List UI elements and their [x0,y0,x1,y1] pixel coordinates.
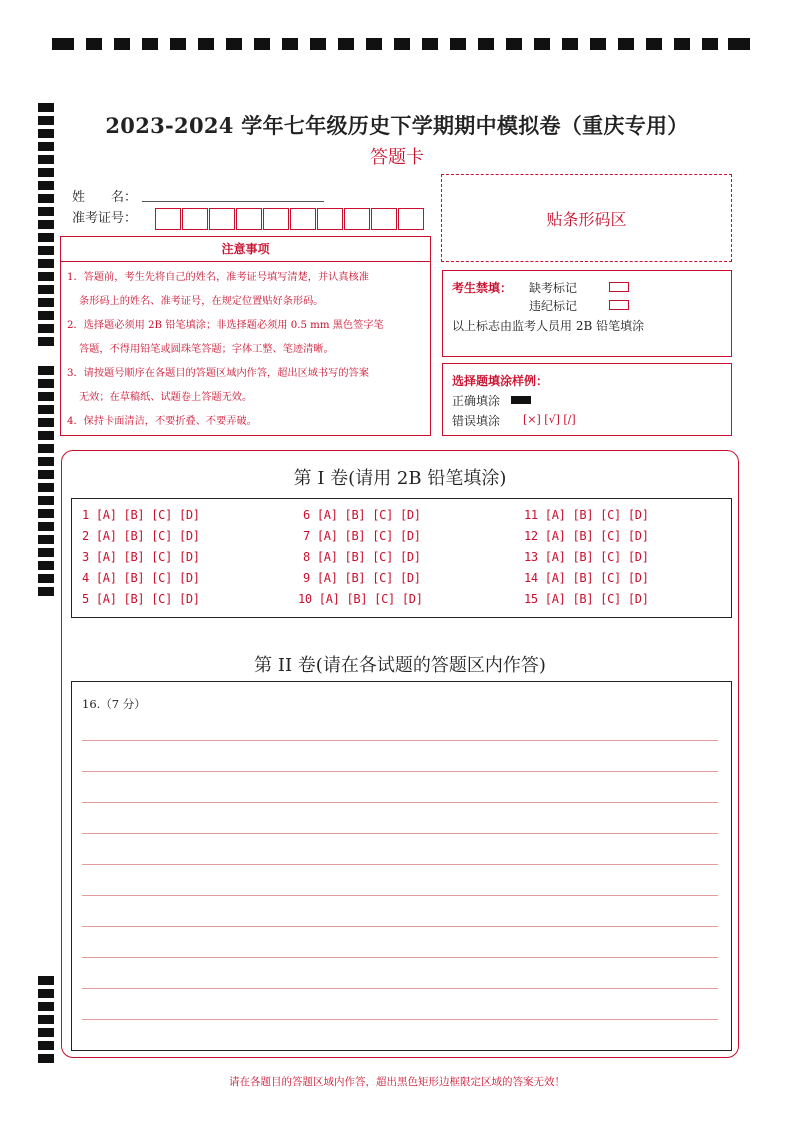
mc-question[interactable]: 12 [A] [B] [C] [D] [524,529,649,543]
mc-question[interactable]: 13 [A] [B] [C] [D] [524,550,649,564]
answer-line [82,1019,718,1020]
mc-question[interactable]: 1 [A] [B] [C] [D] [82,508,200,522]
mc-question[interactable]: 7 [A] [B] [C] [D] [303,529,421,543]
answer-line [82,988,718,989]
section1-title: 第 I 卷(请用 2B 铅笔填涂) [293,468,507,489]
mc-question[interactable]: 15 [A] [B] [C] [D] [524,592,649,606]
notice-item: 条形码上的姓名、准考证号，在规定位置贴好条形码。 [79,296,324,307]
examiner-only-box [442,270,732,357]
correct-label: 正确填涂 [452,394,501,408]
correct-fill-sample [511,396,531,404]
answer-line [82,802,718,803]
wrong-fill-samples: [×] [√] [/] [523,413,576,426]
notice-item: 2．选择题必须用 2B 铅笔填涂；非选择题必须用 0.5 mm 黑色签字笔 [67,320,384,331]
notice-item: 答题，不得用铅笔或圆珠笔答题；字体工整、笔迹清晰。 [79,344,334,355]
answer-line [82,957,718,958]
page-subtitle: 答题卡 [370,147,424,168]
mc-question[interactable]: 11 [A] [B] [C] [D] [524,508,649,522]
wrong-label: 错误填涂 [452,414,501,428]
mc-question[interactable]: 3 [A] [B] [C] [D] [82,550,200,564]
barcode-label: 贴条形码区 [546,209,627,229]
mc-question[interactable]: 6 [A] [B] [C] [D] [303,508,421,522]
answer-line [82,926,718,927]
notice-item: 4．保持卡面清洁，不要折叠、不要弄破。 [67,416,257,427]
timing-marks-top [52,38,750,50]
mc-question[interactable]: 8 [A] [B] [C] [D] [303,550,421,564]
question-16-label: 16.（7 分） [82,697,146,711]
mc-question[interactable]: 4 [A] [B] [C] [D] [82,571,200,585]
multiple-choice-area [71,498,732,618]
absent-checkbox[interactable] [609,282,629,292]
notice-item: 1．答题前，考生先将自己的姓名，准考证号填写清楚，并认真核准 [67,272,369,283]
ban-label: 考生禁填： [452,281,513,295]
absent-label: 缺考标记 [529,281,578,295]
notice-item: 无效；在草稿纸、试题卷上答题无效。 [79,392,253,403]
id-number-boxes[interactable] [155,208,425,230]
name-field[interactable] [142,201,324,202]
mc-question[interactable]: 9 [A] [B] [C] [D] [303,571,421,585]
notice-box [60,236,431,436]
section2-title: 第 II 卷(请在各试题的答题区内作答) [254,655,546,676]
barcode-area [441,174,732,262]
mc-question[interactable]: 10 [A] [B] [C] [D] [298,592,423,606]
notice-heading: 注意事项 [61,237,430,262]
essay-answer-area[interactable] [71,681,732,1051]
answer-line [82,771,718,772]
sample-label: 选择题填涂样例： [452,374,549,388]
violation-checkbox[interactable] [609,300,629,310]
answer-line [82,740,718,741]
answer-line [82,833,718,834]
violation-label: 违纪标记 [529,299,578,313]
fill-sample-box [442,363,732,436]
notice-item: 3．请按题号顺序在各题目的答题区域内作答，超出区域书写的答案 [67,368,369,379]
mc-question[interactable]: 14 [A] [B] [C] [D] [524,571,649,585]
page-title: 2023-2024 学年七年级历史下学期期中模拟卷（重庆专用） [105,113,689,138]
answer-line [82,895,718,896]
answer-line [82,864,718,865]
footer-note: 请在各题目的答题区域内作答，超出黑色矩形边框限定区域的答案无效！ [229,1076,565,1088]
ban-note: 以上标志由监考人员用 2B 铅笔填涂 [452,319,645,333]
name-label: 姓 名： [72,190,138,205]
id-label: 准考证号： [72,211,138,226]
mc-question[interactable]: 5 [A] [B] [C] [D] [82,592,200,606]
mc-question[interactable]: 2 [A] [B] [C] [D] [82,529,200,543]
